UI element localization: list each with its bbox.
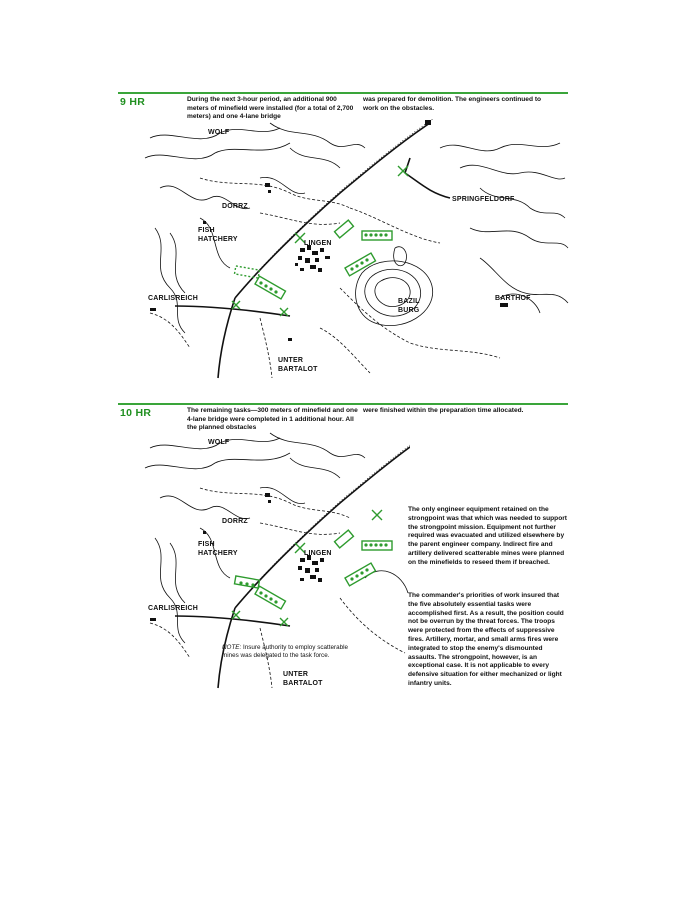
place-wolf-10hr: WOLF: [208, 439, 230, 446]
side-paragraph-2: The commander's priorities of work insured that the five absolutely essential tasks were accomplished first. As a result, the position could not be overrun by the threat forces. The troops were protected from the effects of suppressive fires. Artillery, mortar, and small arms fires were integrated to stop the enemy's dismounted assaults. The strongpoint, however, is an exceptional case. It is not applicable to every defensive situation for either mechanized or light infantry units.: [408, 592, 564, 687]
place-bartalot-9hr: BARTALOT: [278, 366, 318, 373]
text-col1-9hr: During the next 3-hour period, an additional 900 meters of minefield were installed (for a total of 2,700 meters) and one 4-lane bridge: [187, 96, 354, 121]
place-unter-9hr: UNTER: [278, 357, 304, 364]
map-9hr: [140, 118, 570, 388]
place-dorrz-10hr: DORRZ: [222, 518, 248, 525]
side-paragraph-1: The only engineer equipment retained on the strongpoint was that which was needed to support the strongpoint mission. Equipment not further required was evacuated and utilized elsewhere by the parent engineer company. Indirect fire and artillery delivered scatterable mines were planned on the minefields to reseed them if breached.: [408, 506, 567, 566]
place-barthof-9hr: BARTHOF: [495, 295, 531, 302]
place-carlisreich-10hr: CARLISREICH: [148, 605, 199, 612]
place-wolf-9hr: WOLF: [208, 129, 230, 136]
place-hatchery-10hr: HATCHERY: [198, 550, 238, 557]
text-col2-9hr: was prepared for demolition. The engineers continued to work on the obstacles.: [363, 96, 542, 112]
note-text: Insure authority to employ scatterable mines was delegated to the task force.: [222, 644, 349, 660]
place-bazil-9hr: BAZIL: [398, 298, 420, 305]
place-bartalot-10hr: BARTALOT: [283, 680, 323, 687]
place-hatchery-9hr: HATCHERY: [198, 236, 238, 243]
note-label: NOTE:: [222, 644, 242, 651]
place-carlisreich-9hr: CARLISREICH: [148, 295, 199, 302]
place-fish-9hr: FISH: [198, 227, 215, 234]
note-box: [222, 644, 357, 660]
place-fish-10hr: FISH: [198, 541, 215, 548]
place-lingen-9hr: LINGEN: [304, 240, 332, 247]
place-dorrz-9hr: DORRZ: [222, 203, 248, 210]
place-lingen-10hr: LINGEN: [304, 550, 332, 557]
place-unter-10hr: UNTER: [283, 671, 309, 678]
time-label-9hr: 9 HR: [120, 96, 146, 108]
place-burg-9hr: BURG: [398, 307, 420, 314]
section-rule-10hr: [118, 403, 568, 405]
text-col1-10hr: The remaining tasks—300 meters of minefield and one 4-lane bridge were completed in 1 additional hour. All the planned obstacles: [187, 407, 358, 432]
section-rule-9hr: [118, 92, 568, 94]
place-springfeldorf-9hr: SPRINGFELDORF: [452, 196, 515, 203]
time-label-10hr: 10 HR: [120, 407, 152, 419]
text-col2-10hr: were finished within the preparation time allocated.: [363, 407, 524, 414]
